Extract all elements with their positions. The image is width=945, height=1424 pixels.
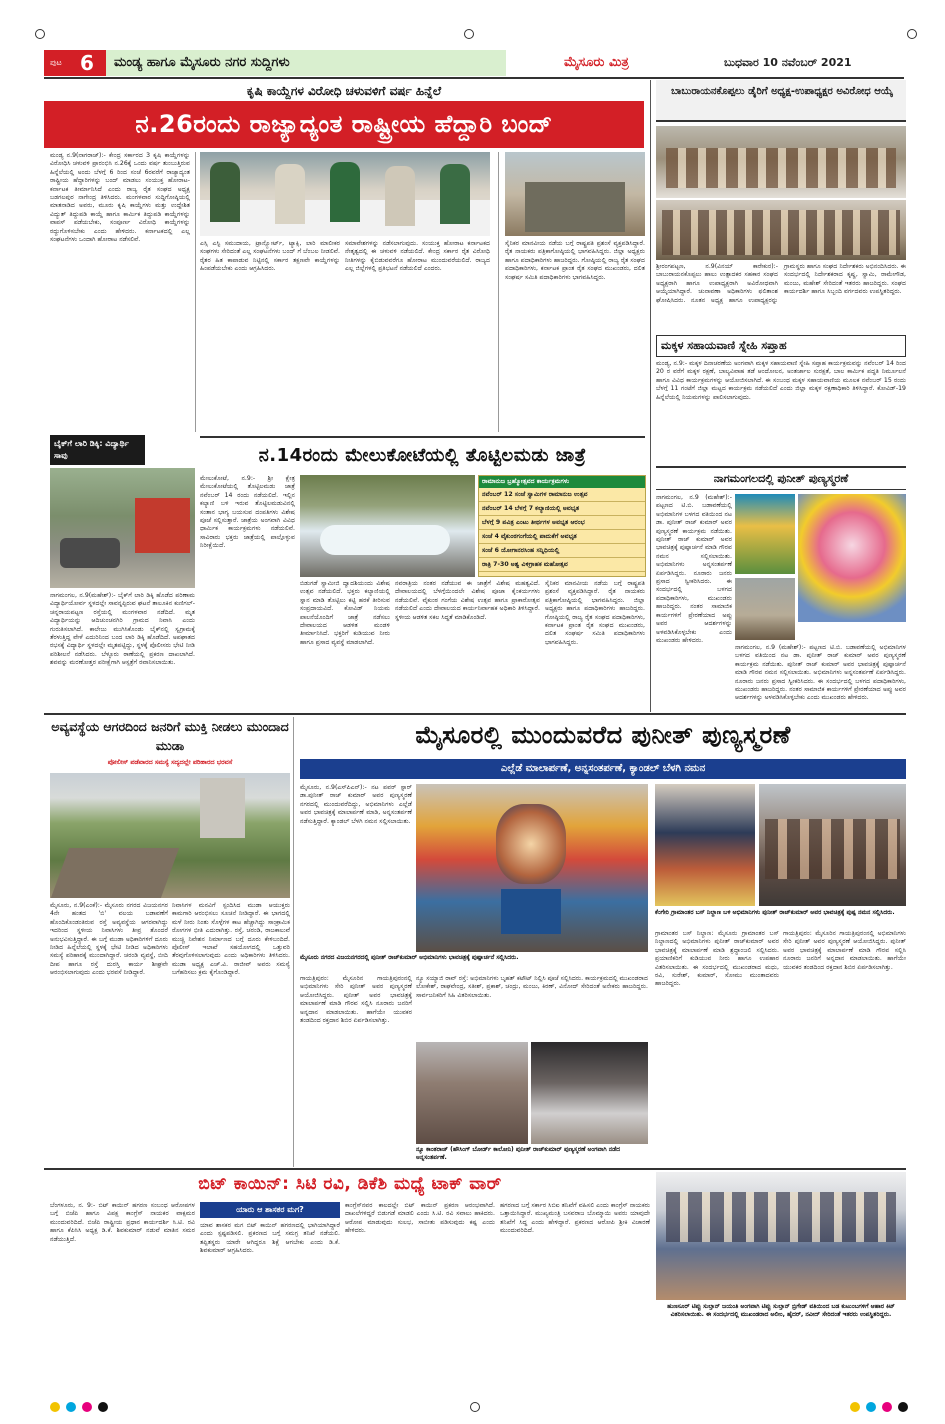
lead-body-3: ಸಮಾವೇಶಗಳನ್ನು ನಡೆಸಲಾಗುವುದು. ಸಂಯುಕ್ತ ಹೋರಾಟ ಕರ್ನಾಟಕದ ನೇತೃತ್ವದಲ್ಲಿ ಈ ಚಳುವಳಿ ನಡೆಯಲಿದೆ. ಕೇಂದ್ರ ಸರ್ಕಾರ ರೈತ ವಿರೋಧಿ ನೀತಿಗಳನ್ನು ಕೈಬಿಡುವವರೆಗೂ ಹೋರಾಟ ಮುಂದುವರೆಯಲಿದೆ. ರಾಜ್ಯದ ಎಲ್ಲ ಜಿಲ್ಲೆಗಳಲ್ಲಿ ಪ್ರತಿಭಟನೆ ನಡೆಯಲಿದೆ ಎಂದರು. — [345, 240, 490, 273]
dairy-members-photo — [656, 200, 906, 260]
schedule-title: ರಾಮಾನುಜ ಬ್ರಹ್ಮೋತ್ಸವದ ಕಾರ್ಯಕ್ರಮಗಳು — [479, 476, 645, 488]
tippu-kit-photo — [656, 1172, 906, 1300]
nagamangala-headline: ನಾಗಮಂಗಲದಲ್ಲಿ ಪುನೀತ್ ಪುಣ್ಯಸ್ಮರಣೆ — [713, 472, 849, 485]
lead-body-4: ಸೈನಿಕರ ಮಾನವೀಯ ನಡೆಯ ಬಗ್ಗೆ ರಾಷ್ಟ್ರಪತಿ ಪ್ರಶಂಸೆ ವ್ಯಕ್ತಪಡಿಸಿದ್ದಾರೆ. ರೈತ ನಾಯಕರು ಪತ್ರಿಕಾಗೋಷ್ಠಿಯಲ್ಲಿ ಭಾಗವಹಿಸಿದ್ದರು. ಜಿಲ್ಲಾ ಅಧ್ಯಕ್ಷರು ಹಾಗೂ ಪದಾಧಿಕಾರಿಗಳು ಹಾಜರಿದ್ದರು. ಗೋಷ್ಠಿಯಲ್ಲಿ ರಾಜ್ಯ ರೈತ ಸಂಘದ ಪದಾಧಿಕಾರಿಗಳು, ಕರ್ನಾಟಕ ಪ್ರಾಂತ ರೈತ ಸಂಘದ ಮುಖಂಡರು, ದಲಿತ ಸಂಘರ್ಷ ಸಮಿತಿ ಪದಾಧಿಕಾರಿಗಳು ಭಾಗವಹಿಸಿದ್ದರು. — [505, 240, 645, 281]
puneeth-caption-1: ಮೈಸೂರು ನಗರದ ವಿಜಯನಗರದಲ್ಲಿ ಪುನೀತ್ ರಾಜ್‌ಕುಮಾರ್ ಅಭಿಮಾನಿಗಳು ಭಾವಚಿತ್ರಕ್ಕೆ ಪುಷ್ಪಾರ್ಚನೆ ಸಲ್ಲಿಸಿದರು. — [300, 954, 519, 961]
annadana-photo-1 — [416, 1042, 528, 1144]
bitcoin-body-2: ಯಾವ ಶಾಸಕರ ಮಗ ಬಿಟ್ ಕಾಯಿನ್ ಹಗರಣದಲ್ಲಿ ಭಾಗಿಯಾಗಿದ್ದಾರೆ ಎಂದು ಸ್ಪಷ್ಟಪಡಿಸಲಿ. ಪ್ರಕರಣದ ಬಗ್ಗೆ ಸಮಗ್ರ ತನಿಖೆ ನಡೆಯಲಿ. ತಪ್ಪಿತಸ್ಥರು ಯಾರೇ ಆಗಿದ್ದರೂ ಶಿಕ್ಷೆ ಆಗಬೇಕು ಎಂದು ಡಿ.ಕೆ. ಶಿವಕುಮಾರ್ ಆಗ್ರಹಿಸಿದರು. — [200, 1222, 340, 1255]
jatre-body-2: ಬಿಡುಗಡೆ ಸ್ವಾಮೀಜಿ ದ್ವಾದಶಿಯಂದು ವಿಶೇಷ ಉತ್ಸವ ನಡೆಯಲಿದೆ. ಭಕ್ತರು ಕಲ್ಯಾಣಿಯಲ್ಲಿ ಸ್ನಾನ ಮಾಡಿ ತೊಟ್ಟಿಲು ಕಟ್ಟಿ ಹರಕೆ ತೀರಿಸುವ ಸಂಪ್ರದಾಯವಿದೆ. ಕೋವಿಡ್ ನಿಯಮ ಪಾಲನೆಯೊಂದಿಗೆ ಜಾತ್ರೆ ನಡೆಸಲು ದೇವಾಲಯದ ಆಡಳಿತ ಮಂಡಳಿ ತೀರ್ಮಾನಿಸಿದೆ. ಭಕ್ತರಿಗೆ ಕುಡಿಯುವ ನೀರು ಹಾಗೂ ಪ್ರಸಾದ ವ್ಯವಸ್ಥೆ ಮಾಡಲಾಗಿದೆ. — [300, 580, 390, 646]
page-number-box — [44, 50, 106, 76]
page-number: 6 — [80, 51, 94, 75]
mysore-puneeth-body-5: ಗಾಯತ್ರಿಪುರಂ: ಮೈಸೂರಿನ ಗಾಯತ್ರಿಪುರಂನಲ್ಲಿ ಅಭಿಮಾನಿಗಳು ಸೇರಿ ಪುನೀತ್ ಅವರ ಪುಣ್ಯಸ್ಮರಣೆ ಆಯೋಜಿಸಿದ್ದರು. ಪುನೀತ್ ಅವರ ಭಾವಚಿತ್ರಕ್ಕೆ ಮಾಲಾರ್ಪಣೆ ಮಾಡಿ ಗೌರವ ಸಲ್ಲಿಸಿ ನೂರಾರು ಜನರಿಗೆ ಅನ್ನದಾನ ಮಾಡಲಾಯಿತು. ಹಾಗೆಯೇ ಯುವಕರ ತಂಡದಿಂದ ರಕ್ತದಾನ ಶಿಬಿರ ಏರ್ಪಡಿಸಲಾಗಿತ್ತು. — [783, 930, 906, 971]
bitcoin-body-1: ಬೆಂಗಳೂರು, ನ. 9:- ಬಿಟ್ ಕಾಯಿನ್ ಹಗರಣ ಸಂಬಂಧ ಆರೋಪಗಳ ಬಗ್ಗೆ ಬಿಜೆಪಿ ಹಾಗೂ ವಿಪಕ್ಷ ಕಾಂಗ್ರೆಸ್ ನಾಯಕರ ವಾಕ್ಸಮರ ಮುಂದುವರಿದಿದೆ. ಬಿಜೆಪಿ ರಾಷ್ಟ್ರೀಯ ಪ್ರಧಾನ ಕಾರ್ಯದರ್ಶಿ ಸಿ.ಟಿ. ರವಿ ಹಾಗೂ ಕೆಪಿಸಿಸಿ ಅಧ್ಯಕ್ಷ ಡಿ.ಕೆ. ಶಿವಕುಮಾರ್ ನಡುವೆ ಮಾತಿನ ಸಮರ ನಡೆಯುತ್ತಿದೆ. — [50, 1202, 195, 1243]
dairy-group-photo — [656, 126, 906, 198]
bike-story-headline: ಬೈಕ್‌ಗೆ ಲಾರಿ ಡಿಕ್ಕಿ: ವಿದ್ಯಾರ್ಥಿ ಸಾವು — [54, 439, 129, 460]
schedule-item: ಸಂಜೆ 6 ಯೋಗಾನರಸಿಂಹ ಸನ್ನಿಧಿಯಲ್ಲಿ — [479, 544, 645, 558]
muda-body-2: ನಿವಾಸಿಗಳ ಮನವಿಗೆ ಸ್ಪಂದಿಸಿದ ಮುಡಾ ಆಯುಕ್ತರು ಕಾಮಗಾರಿ ಆರಂಭಿಸಲು ಸೂಚನೆ ನೀಡಿದ್ದಾರೆ. ಈ ಭಾಗದಲ್ಲಿ ಮಳೆ ನೀರು ನಿಂತು ಸೊಳ್ಳೆಗಳ ಕಾಟ ಹೆಚ್ಚಾಗಿದ್ದು ಸಾಂಕ್ರಾಮಿಕ ರೋಗಗಳ ಭೀತಿ ಎದುರಾಗಿತ್ತು. ರಸ್ತೆ, ಚರಂಡಿ, ರಾಜಕಾಲುವೆ ಮುಚ್ಚಿ ನಿವೇಶನ ನಿರ್ಮಾಣದ ಬಗ್ಗೆ ದೂರು ಕೇಳಿಬಂದಿದೆ. ಪೊಲೀಸ್ ಇಲಾಖೆ ಸಹಯೋಗದಲ್ಲಿ ಒತ್ತುವರಿ ತೆರವುಗೊಳಿಸಲಾಗುವುದು ಎಂದು ಅಧಿಕಾರಿಗಳು ತಿಳಿಸಿದರು. ಮುಡಾ ಅಧ್ಯಕ್ಷ ಎಚ್.ವಿ. ರಾಜೀವ್ ಅವರು ಸಮಸ್ಯೆ ಬಗೆಹರಿಸಲು ಕ್ರಮ ಕೈಗೊಂಡಿದ್ದಾರೆ. — [172, 902, 290, 977]
accident-photo — [50, 468, 195, 588]
bike-story-headline-box — [50, 435, 145, 465]
mysore-puneeth-body-1: ಮೈಸೂರು, ನ.9(ಎಸ್‌ಪಿಎನ್):- ನಟ ಪವರ್ ಸ್ಟಾರ್ ಡಾ.ಪುನೀತ್ ರಾಜ್ ಕುಮಾರ್ ಅವರ ಪುಣ್ಯಸ್ಮರಣೆ ನಗರದಲ್ಲಿ ಮುಂದುವರೆದಿದ್ದು, ಅಭಿಮಾನಿಗಳು ಎಲ್ಲೆಡೆ ಅವರ ಭಾವಚಿತ್ರಕ್ಕೆ ಮಾಲಾರ್ಪಣೆ ಮಾಡಿ, ಅನ್ನಸಂತರ್ಪಣೆ ನಡೆಸುತ್ತಿದ್ದಾರೆ. ಕ್ಯಾಂಡಲ್ ಬೆಳಗಿ ನಮನ ಸಲ್ಲಿಸಲಾಯಿತು. — [300, 784, 412, 825]
children-headline-box — [656, 335, 906, 357]
muda-site-photo — [50, 773, 290, 898]
puneeth-caption-3: ಕೆಂಗೇರಿ ಗ್ರಾಮಾಂತರ ಬಸ್ ನಿಲ್ದಾಣ ಬಳಿ ಅಭಿಮಾನಿಗಳು ಪುನೀತ್ ರಾಜ್‌ಕುಮಾರ್ ಅವರ ಭಾವಚಿತ್ರಕ್ಕೆ ಪುಷ್ಪ ನಮನ ಸಲ್ಲಿಸಿದರು. — [655, 909, 895, 916]
annadana-photo-2 — [531, 1042, 648, 1144]
nagamangala-photo-3 — [735, 578, 795, 640]
bitcoin-body-3: ಕಾಂಗ್ರೆಸ್‌ನವರ ಕಾಲದಲ್ಲೇ ಬಿಟ್ ಕಾಯಿನ್ ಪ್ರಕರಣ ಆರಂಭವಾಗಿದೆ. ದಾಖಲೆಗಳಿದ್ದರೆ ಬಿಡುಗಡೆ ಮಾಡಲಿ ಎಂದು ಸಿ.ಟಿ. ರವಿ ಸವಾಲು ಹಾಕಿದರು. ಆರೋಪ ಮಾಡುವುದು ಸುಲಭ, ಸಾಬೀತು ಪಡಿಸುವುದು ಕಷ್ಟ ಎಂದು ಹೇಳಿದರು. — [345, 1202, 495, 1235]
jatre-body-1: ಮೇಲುಕೋಟೆ, ನ.9:- ಶ್ರೀ ಕ್ಷೇತ್ರ ಮೇಲುಕೋಟೆಯಲ್ಲಿ ತೊಟ್ಟಿಲಮಡು ಜಾತ್ರೆ ನವೆಂಬರ್ 14 ರಂದು ನಡೆಯಲಿದೆ. ಇಲ್ಲಿನ ಕಲ್ಯಾಣಿ ಬಳಿ ಇರುವ ತೊಟ್ಟಿಲಮಡುವಿನಲ್ಲಿ ಸಂತಾನ ಭಾಗ್ಯ ಬಯಸುವ ದಂಪತಿಗಳು ವಿಶೇಷ ಪೂಜೆ ಸಲ್ಲಿಸುತ್ತಾರೆ. ಜಾತ್ರೆಯ ಅಂಗವಾಗಿ ವಿವಿಧ ಧಾರ್ಮಿಕ ಕಾರ್ಯಕ್ರಮಗಳು ನಡೆಯಲಿವೆ. ಸಾವಿರಾರು ಭಕ್ತರು ಜಾತ್ರೆಯಲ್ಲಿ ಪಾಲ್ಗೊಳ್ಳುವ ನಿರೀಕ್ಷೆಯಿದೆ. — [200, 475, 295, 550]
registration-mark — [35, 29, 45, 39]
puneeth-tribute-photo — [416, 784, 648, 952]
lead-body-1: ಮಂಡ್ಯ ನ.9(ನಾಗರಾಜ್):- ಕೇಂದ್ರ ಸರ್ಕಾರದ 3 ಕೃಷಿ ಕಾಯ್ದೆಗಳನ್ನು ವಿರೋಧಿಸಿ ಚಳುವಳಿ ಪ್ರಾರಂಭಿಸಿ ನ.26ಕ್ಕೆ ಒಂದು ವರ್ಷ ತುಂಬುತ್ತಿರುವ ಹಿನ್ನೆಲೆಯಲ್ಲಿ ಅಂದು ಬೆಳಗ್ಗೆ 6 ರಿಂದ ಸಂಜೆ 6ರವರೆಗೆ ರಾಜ್ಯಾದ್ಯಂತ ರಾಷ್ಟ್ರೀಯ ಹೆದ್ದಾರಿಗಳನ್ನು ಬಂದ್ ಮಾಡಲು ಸಂಯುಕ್ತ ಹೋರಾಟ-ಕರ್ನಾಟಕ ತೀರ್ಮಾನಿಸಿದೆ ಎಂದು ರಾಜ್ಯ ರೈತ ಸಂಘದ ಅಧ್ಯಕ್ಷ ಬಡಗಲಪುರ ನಾಗೇಂದ್ರ ತಿಳಿಸಿದರು. ಮಂಗಳವಾರ ಸುದ್ದಿಗೋಷ್ಠಿಯಲ್ಲಿ ಮಾತನಾಡಿದ ಅವರು, ಮೂರು ಕೃಷಿ ಕಾಯ್ದೆಗಳು ಮತ್ತು ಉದ್ದೇಶಿತ ವಿದ್ಯುತ್ ತಿದ್ದುಪಡಿ ಕಾಯ್ದೆ ಹಾಗೂ ಕಾರ್ಮಿಕ ತಿದ್ದುಪಡಿ ಕಾಯ್ದೆಗಳನ್ನು ವಾಪಸ್ ಪಡೆಯಬೇಕು, ಸಂಪೂರ್ಣ ವಿರೋಧಿ ಕಾಯ್ದೆಗಳನ್ನು ರದ್ದುಗೊಳಿಸಬೇಕು ಎಂದು ಹೇಳಿದರು. ಕರ್ನಾಟಕದಲ್ಲಿ ಎಲ್ಲ ಸಂಘಟನೆಗಳು ಒಂದಾಗಿ ಹೋರಾಟ ನಡೆಸಲಿವೆ. — [50, 152, 190, 244]
waterfall-photo — [300, 475, 475, 577]
nagamangala-photo-1 — [735, 494, 795, 574]
masthead — [44, 50, 904, 76]
registration-mark — [907, 29, 917, 39]
schedule-item: ನವೆಂಬರ್ 12 ಸಂಜೆ ಸ್ವಾಮಿಗಳ ರಾಮಾನುಜ ಉತ್ಸವ — [479, 488, 645, 502]
nagamangala-body-2: ನಾಗಮಂಗಲ, ನ.9 (ಮಹೇಶ್):- ಪಟ್ಟಣದ ಟಿ.ಬಿ. ಬಡಾವಣೆಯಲ್ಲಿ ಅಭಿಮಾನಿಗಳ ಬಳಗದ ವತಿಯಿಂದ ನಟ ಡಾ. ಪುನೀತ್ ರಾಜ್ ಕುಮಾರ್ ಅವರ ಪುಣ್ಯಸ್ಮರಣೆ ಕಾರ್ಯಕ್ರಮ ನಡೆಯಿತು. ಪುನೀತ್ ರಾಜ್ ಕುಮಾರ್ ಅವರ ಭಾವಚಿತ್ರಕ್ಕೆ ಪುಷ್ಪಾರ್ಚನೆ ಮಾಡಿ ಗೌರವ ನಮನ ಸಲ್ಲಿಸಲಾಯಿತು. ಅಭಿಮಾನಿಗಳು ಅನ್ನಸಂತರ್ಪಣೆ ಏರ್ಪಡಿಸಿದ್ದರು. ನೂರಾರು ಜನರು ಪ್ರಸಾದ ಸ್ವೀಕರಿಸಿದರು. ಈ ಸಂದರ್ಭದಲ್ಲಿ ಬಳಗದ ಪದಾಧಿಕಾರಿಗಳು, ಮುಖಂಡರು ಹಾಜರಿದ್ದರು. ನಂತರ ಸಾಮಾಜಿಕ ಕಾರ್ಯಗಳಿಗೆ ಪ್ರೇರಣೆಯಾದ ಅಪ್ಪು ಅವರ ಆದರ್ಶಗಳನ್ನು ಅಳವಡಿಸಿಕೊಳ್ಳಬೇಕು ಎಂದು ಮುಖಂಡರು ಹೇಳಿದರು. — [735, 644, 906, 702]
color-bar — [50, 1402, 910, 1414]
puneeth-crowd-photo — [759, 784, 906, 906]
issue-date: ಬುಧವಾರ 10 ನವೆಂಬರ್ 2021 — [724, 56, 852, 69]
schedule-item: ರಾತ್ರಿ 7-30 ಅಶ್ವ ವಿಳಿಗ್ರಾಹಕ ಮಹೋತ್ಸವ — [479, 558, 645, 572]
schedule-item: ನವೆಂಬರ್ 14 ಬೆಳಗ್ಗೆ 7 ಕಲ್ಯಾಣಿಯಲ್ಲಿ ಅವಭೃತ — [479, 502, 645, 516]
jatre-headline: ನ.14ರಂದು ಮೇಲುಕೋಟೆಯಲ್ಲಿ ತೊಟ್ಟಿಲಮಡು ಜಾತ್ರೆ — [200, 436, 645, 472]
muda-body-1: ಮೈಸೂರು, ನ.9(ಎಂಕೆ):- ಮೈಸೂರು ನಗರದ ವಿಜಯನಗರ 4ನೇ ಹಂತದ 'ಬಿ' ವಲಯ ಬಡಾವಣೆಗೆ ಹೊಂದಿಕೊಂಡಂತಿರುವ ರಸ್ತೆ ಅವ್ಯವಸ್ಥೆಯ ಆಗರವಾಗಿದ್ದು ಇದರಿಂದ ಸ್ಥಳೀಯ ನಿವಾಸಿಗಳು ತೀವ್ರ ತೊಂದರೆ ಅನುಭವಿಸುತ್ತಿದ್ದಾರೆ. ಈ ಬಗ್ಗೆ ಮುಡಾ ಅಧಿಕಾರಿಗಳಿಗೆ ದೂರು ನೀಡಿದ ಹಿನ್ನೆಲೆಯಲ್ಲಿ ಸ್ಥಳಕ್ಕೆ ಭೇಟಿ ನೀಡಿದ ಅಧಿಕಾರಿಗಳು ಸಮಸ್ಯೆ ಪರಿಹಾರಕ್ಕೆ ಮುಂದಾಗಿದ್ದಾರೆ. ಚರಂಡಿ ವ್ಯವಸ್ಥೆ, ಬೀದಿ ದೀಪ ಹಾಗೂ ರಸ್ತೆ ದುರಸ್ತಿ ಕಾರ್ಯ ಶೀಘ್ರವೇ ಆರಂಭಿಸಲಾಗುವುದು ಎಂದು ಭರವಸೆ ನೀಡಿದ್ದಾರೆ. — [50, 902, 168, 977]
page-label: ಪುಟ — [50, 58, 62, 67]
mysore-puneeth-body-3: ನ್ಯೂ ಸಯ್ಯಾಜಿ ರಾವ್ ರಸ್ತೆ: ಅಭಿಮಾನಿಗಳು ಬೃಹತ್ ಕಟೌಟ್ ನಿಲ್ಲಿಸಿ ಪೂಜೆ ಸಲ್ಲಿಸಿದರು. ಕಾರ್ಯಕ್ರಮದಲ್ಲಿ ಮುಖಂಡರಾದ ಲೋಕೇಶ್, ರಾಘವೇಂದ್ರ, ಸತೀಶ್, ಪ್ರಕಾಶ್, ಚಂದ್ರು, ಮಂಜು, ಕಿರಣ್, ವಿನೋದ್ ಸೇರಿದಂತೆ ಅನೇಕರು ಹಾಜರಿದ್ದರು. ಸಾರ್ವಜನಿಕರಿಗೆ ಸಿಹಿ ವಿತರಿಸಲಾಯಿತು. — [416, 975, 648, 999]
nagamangala-headline-box — [656, 466, 906, 490]
puneeth-garland-photo — [655, 784, 755, 906]
babu-body: ಶ್ರೀರಂಗಪಟ್ಟಣ, ನ.9(ವಿನಯ್ ಕಾರೇಕುರ):- ಬಾಬುರಾಯನಕೊಪ್ಪಲು ಹಾಲು ಉತ್ಪಾದಕರ ಸಹಕಾರ ಸಂಘದ ಅಧ್ಯಕ್ಷರಾಗಿ ಹಾಗೂ ಉಪಾಧ್ಯಕ್ಷರಾಗಿ ಅವಿರೋಧವಾಗಿ ಆಯ್ಕೆಯಾಗಿದ್ದಾರೆ. ಚುನಾವಣಾ ಅಧಿಕಾರಿಗಳು ಫಲಿತಾಂಶ ಘೋಷಿಸಿದರು. ನೂತನ ಅಧ್ಯಕ್ಷ ಹಾಗೂ ಉಪಾಧ್ಯಕ್ಷರನ್ನು ಗ್ರಾಮಸ್ಥರು ಹಾಗೂ ಸಂಘದ ನಿರ್ದೇಶಕರು ಅಭಿನಂದಿಸಿದರು. ಈ ಸಂದರ್ಭದಲ್ಲಿ ನಿರ್ದೇಶಕರಾದ ಕೃಷ್ಣ, ಸ್ವಾಮಿ, ರಾಮೇಗೌಡ, ಮಂಜು, ಮಹೇಶ್ ಸೇರಿದಂತೆ ಇತರರು ಹಾಜರಿದ್ದರು. ಸಂಘದ ಕಾರ್ಯದರ್ಶಿ ಹಾಗೂ ಸಿಬ್ಬಂದಿ ವರ್ಗದವರು ಉಪಸ್ಥಿತರಿದ್ದರು. — [656, 263, 906, 304]
mysore-puneeth-headline: ಮೈಸೂರಲ್ಲಿ ಮುಂದುವರೆದ ಪುನೀತ್ ಪುಣ್ಯಸ್ಮರಣೆ — [415, 721, 791, 749]
jatre-schedule-box — [478, 475, 646, 577]
mysore-puneeth-body-2: ಗಾಯತ್ರಿಪುರಂ: ಮೈಸೂರಿನ ಗಾಯತ್ರಿಪುರಂನಲ್ಲಿ ಅಭಿಮಾನಿಗಳು ಸೇರಿ ಪುನೀತ್ ಅವರ ಪುಣ್ಯಸ್ಮರಣೆ ಆಯೋಜಿಸಿದ್ದರು. ಪುನೀತ್ ಅವರ ಭಾವಚಿತ್ರಕ್ಕೆ ಮಾಲಾರ್ಪಣೆ ಮಾಡಿ ಗೌರವ ಸಲ್ಲಿಸಿ ನೂರಾರು ಜನರಿಗೆ ಅನ್ನದಾನ ಮಾಡಲಾಯಿತು. ಹಾಗೆಯೇ ಯುವಕರ ತಂಡದಿಂದ ರಕ್ತದಾನ ಶಿಬಿರ ಏರ್ಪಡಿಸಲಾಗಿತ್ತು. — [300, 975, 412, 1025]
section-title: ಮಂಡ್ಯ ಹಾಗೂ ಮೈಸೂರು ನಗರ ಸುದ್ದಿಗಳು — [106, 50, 506, 76]
bike-story-body: ನಾಗಮಂಗಲ, ನ.9(ಮಹೇಶ್):- ಬೈಕ್‌ಗೆ ಲಾರಿ ಡಿಕ್ಕಿ ಹೊಡೆದ ಪರಿಣಾಮ ವಿದ್ಯಾರ್ಥಿಯೋರ್ವ ಸ್ಥಳದಲ್ಲೇ ಸಾವನ್ನಪ್ಪಿರುವ ಘಟನೆ ತಾಲೂಕಿನ ಕುಣಿಗಲ್-ಚನ್ನರಾಯಪಟ್ಟಣ ರಸ್ತೆಯಲ್ಲಿ ಮಂಗಳವಾರ ನಡೆದಿದೆ. ಮೃತ ವಿದ್ಯಾರ್ಥಿಯನ್ನು ಆದಿಚುಂಚನಗಿರಿ ಗ್ರಾಮದ ನಿವಾಸಿ ಎಂದು ಗುರುತಿಸಲಾಗಿದೆ. ಕಾಲೇಜು ಮುಗಿಸಿಕೊಂಡು ಬೈಕ್‌ನಲ್ಲಿ ಸ್ವಗ್ರಾಮಕ್ಕೆ ತೆರಳುತ್ತಿದ್ದ ವೇಳೆ ಎದುರಿನಿಂದ ಬಂದ ಲಾರಿ ಡಿಕ್ಕಿ ಹೊಡೆದಿದೆ. ಅಪಘಾತದ ರಭಸಕ್ಕೆ ವಿದ್ಯಾರ್ಥಿ ಸ್ಥಳದಲ್ಲೇ ಮೃತಪಟ್ಟಿದ್ದು, ಸ್ಥಳಕ್ಕೆ ಪೊಲೀಸರು ಭೇಟಿ ನೀಡಿ ಪರಿಶೀಲನೆ ನಡೆಸಿದರು. ಬೆಳ್ಳೂರು ಠಾಣೆಯಲ್ಲಿ ಪ್ರಕರಣ ದಾಖಲಾಗಿದೆ. ಶವವನ್ನು ಮರಣೋತ್ತರ ಪರೀಕ್ಷೆಗಾಗಿ ಆಸ್ಪತ್ರೆಗೆ ರವಾನಿಸಲಾಯಿತು. — [50, 592, 195, 667]
puneeth-caption-2: ನ್ಯೂ ಕಾಂತರಾಜ್ (ಹೌಸಿಂಗ್ ಬೋರ್ಡ್ ಕಾಲೋನಿ) ಪುನೀತ್ ರಾಜ್‌ಕುಮಾರ್ ಪುಣ್ಯಸ್ಮರಣೆ ಅಂಗವಾಗಿ ನಡೆದ ಅನ್ನಸಂತರ್ಪಣೆ. — [416, 1146, 621, 1161]
lead-body-2: ಎಸ್ಸಿ ಎಸ್ಟಿ ಸಮುದಾಯ, ಟ್ರಾನ್ಸ್ಪೋರ್ಟ್, ಟ್ಯಾಕ್ಸಿ, ಲಾರಿ ಮಾಲೀಕರ ಸಂಘಗಳು ಸೇರಿದಂತೆ ಎಲ್ಲ ಸಂಘಟನೆಗಳು ಬಂದ್ ಗೆ ಬೆಂಬಲ ನೀಡಲಿವೆ. ರೈತರ ಹಿತ ಕಾಪಾಡುವ ನಿಟ್ಟಿನಲ್ಲಿ ಸರ್ಕಾರ ತಕ್ಷಣವೇ ಕಾಯ್ದೆಗಳನ್ನು ಹಿಂಪಡೆಯಬೇಕು ಎಂದು ಆಗ್ರಹಿಸಿದರು. — [200, 240, 340, 273]
lead-kicker: ಕೃಷಿ ಕಾಯ್ದೆಗಳ ವಿರೋಧಿ ಚಳುವಳಿಗೆ ವರ್ಷ ಹಿನ್ನೆಲೆ — [246, 84, 442, 98]
mysore-puneeth-body-4: ಗ್ರಾಮಾಂತರ ಬಸ್ ನಿಲ್ದಾಣ: ಮೈಸೂರು ಗ್ರಾಮಾಂತರ ಬಸ್ ನಿಲ್ದಾಣದಲ್ಲಿ ಅಭಿಮಾನಿಗಳು ಪುನೀತ್ ರಾಜ್‌ಕುಮಾರ್ ಅವರ ಭಾವಚಿತ್ರಕ್ಕೆ ಮಾಲಾರ್ಪಣೆ ಮಾಡಿ ಶ್ರದ್ಧಾಂಜಲಿ ಸಲ್ಲಿಸಿದರು. ಪ್ರಯಾಣಿಕರಿಗೆ ಕುಡಿಯುವ ನೀರು ಹಾಗೂ ಉಪಹಾರ ವಿತರಿಸಲಾಯಿತು. ಈ ಸಂದರ್ಭದಲ್ಲಿ ಮುಖಂಡರಾದ ಮಧು, ರವಿ, ಸುರೇಶ್, ಕುಮಾರ್, ಸೋಮು ಮುಂತಾದವರು ಹಾಜರಿದ್ದರು. — [655, 930, 779, 988]
rally-photo — [505, 152, 645, 236]
paper-name: ಮೈಸೂರು ಮಿತ್ರ — [564, 55, 629, 70]
schedule-list — [479, 488, 645, 572]
press-meet-photo — [200, 152, 490, 236]
jatre-body-3: ನವರಾತ್ರಿಯ ನಂತರ ನಡೆಯುವ ಈ ಜಾತ್ರೆಗೆ ವಿಶೇಷ ಮಹತ್ವವಿದೆ. ದೇವಾಲಯದಲ್ಲಿ ಬೆಳಗ್ಗೆಯಿಂದಲೇ ವಿಶೇಷ ಪೂಜಾ ಕೈಂಕರ್ಯಗಳು ನಡೆಯಲಿವೆ. ವೈಕುಂಠ ಗಂಗೆಯ ವಿಶೇಷ ಉತ್ಸವ ಹಾಗೂ ಪ್ರಾಕಾರೋತ್ಸವ ನಡೆಯಲಿದೆ ಎಂದು ದೇವಾಲಯದ ಕಾರ್ಯನಿರ್ವಾಹಕ ಅಧಿಕಾರಿ ತಿಳಿಸಿದ್ದಾರೆ. ಸ್ಥಳೀಯ ಆಡಳಿತ ಸಕಲ ಸಿದ್ಧತೆ ಮಾಡಿಕೊಂಡಿದೆ. — [395, 580, 540, 621]
bitcoin-headline: ಬಿಟ್ ಕಾಯಿನ್: ಸಿಟಿ ರವಿ, ಡಿಕೆಶಿ ಮಧ್ಯೆ ಟಾಕ್ ವಾರ್ — [198, 1174, 502, 1194]
jatre-body-4: ಸೈನಿಕರ ಮಾನವೀಯ ನಡೆಯ ಬಗ್ಗೆ ರಾಷ್ಟ್ರಪತಿ ಪ್ರಶಂಸೆ ವ್ಯಕ್ತಪಡಿಸಿದ್ದಾರೆ. ರೈತ ನಾಯಕರು ಪತ್ರಿಕಾಗೋಷ್ಠಿಯಲ್ಲಿ ಭಾಗವಹಿಸಿದ್ದರು. ಜಿಲ್ಲಾ ಅಧ್ಯಕ್ಷರು ಹಾಗೂ ಪದಾಧಿಕಾರಿಗಳು ಹಾಜರಿದ್ದರು. ಗೋಷ್ಠಿಯಲ್ಲಿ ರಾಜ್ಯ ರೈತ ಸಂಘದ ಪದಾಧಿಕಾರಿಗಳು, ಕರ್ನಾಟಕ ಪ್ರಾಂತ ರೈತ ಸಂಘದ ಮುಖಂಡರು, ದಲಿತ ಸಂಘರ್ಷ ಸಮಿತಿ ಪದಾಧಿಕಾರಿಗಳು ಭಾಗವಹಿಸಿದ್ದರು. — [545, 580, 645, 646]
bitcoin-box-title: ಯಾರು ಆ ಶಾಸಕರ ಮಗ? — [200, 1202, 340, 1218]
children-body: ಮಂಡ್ಯ, ನ.9:- ಮಕ್ಕಳ ದಿನಾಚರಣೆಯ ಅಂಗವಾಗಿ ಮಕ್ಕಳ ಸಹಾಯವಾಣಿ ಸ್ನೇಹಿ ಸಪ್ತಾಹ ಕಾರ್ಯಕ್ರಮವನ್ನು ನವೆಂಬರ್ 14 ರಿಂದ 20 ರ ವರೆಗೆ ಮಕ್ಕಳ ರಕ್ಷಣೆ, ಬಾಲ್ಯವಿವಾಹ ತಡೆ ಆಂದೋಲನ, ಅಂತರ್ಜಾಲ ಸುರಕ್ಷತೆ, ಬಾಲ ಕಾರ್ಮಿಕ ಪದ್ಧತಿ ನಿರ್ಮೂಲನೆ ಹಾಗೂ ವಿವಿಧ ಕಾರ್ಯಕ್ರಮಗಳನ್ನು ಆಯೋಜಿಸಲಾಗಿದೆ. ಈ ಸಂಬಂಧ ಮಕ್ಕಳ ಸಹಾಯವಾಣಿಯ ಮೂಲಕ ನವೆಂಬರ್ 15 ರಂದು ಬೆಳಗ್ಗೆ 11 ಗಂಟೆಗೆ ಜಿಲ್ಲಾ ಮಟ್ಟದ ಕಾರ್ಯಕ್ರಮ ನಡೆಯಲಿದೆ ಎಂದು ಜಿಲ್ಲಾ ಮಕ್ಕಳ ರಕ್ಷಣಾಧಿಕಾರಿ ತಿಳಿಸಿದ್ದಾರೆ. ಕೋವಿಡ್-19 ಹಿನ್ನೆಲೆಯಲ್ಲಿ ನಿಯಮಗಳನ್ನು ಪಾಲಿಸಲಾಗುವುದು. — [656, 360, 906, 401]
babu-headline-box — [656, 80, 906, 122]
muda-headline: ಅವ್ಯವಸ್ಥೆಯ ಆಗರದಿಂದ ಜನರಿಗೆ ಮುಕ್ತಿ ನೀಡಲು ಮುಂದಾದ ಮುಡಾ — [51, 719, 289, 753]
bitcoin-body-4: ಹಗರಣದ ಬಗ್ಗೆ ಸರ್ಕಾರ ಸಿಬಿಐ ತನಿಖೆಗೆ ವಹಿಸಲಿ ಎಂದು ಕಾಂಗ್ರೆಸ್ ನಾಯಕರು ಒತ್ತಾಯಿಸಿದ್ದಾರೆ. ಮುಖ್ಯಮಂತ್ರಿ ಬಸವರಾಜ ಬೊಮ್ಮಾಯಿ ಅವರು ಯಾವುದೇ ತನಿಖೆಗೆ ಸಿದ್ಧ ಎಂದು ಹೇಳಿದ್ದಾರೆ. ಪ್ರಕರಣದ ಆರೋಪಿ ಶ್ರೀಕಿ ವಿಚಾರಣೆ ಮುಂದುವರಿದಿದೆ. — [500, 1202, 650, 1235]
lead-headline: ನ.26ರಂದು ರಾಜ್ಯಾದ್ಯಂತ ರಾಷ್ಟ್ರೀಯ ಹೆದ್ದಾರಿ ಬಂದ್ — [135, 110, 553, 138]
babu-headline: ಬಾಬುರಾಯನಕೊಪ್ಪಲು ಡೈರಿಗೆ ಅಧ್ಯಕ್ಷ-ಉಪಾಧ್ಯಕ್ಷರ ಅವಿರೋಧ ಆಯ್ಕೆ — [671, 86, 893, 97]
schedule-item: ಸಂಜೆ 4 ವೈಕುಂಠಗಂಗೆಯಲ್ಲಿ ಪಾದುಕೆಗೆ ಅವಭೃತ — [479, 530, 645, 544]
nagamangala-body: ನಾಗಮಂಗಲ, ನ.9 (ಮಹೇಶ್):- ಪಟ್ಟಣದ ಟಿ.ಬಿ. ಬಡಾವಣೆಯಲ್ಲಿ ಅಭಿಮಾನಿಗಳ ಬಳಗದ ವತಿಯಿಂದ ನಟ ಡಾ. ಪುನೀತ್ ರಾಜ್ ಕುಮಾರ್ ಅವರ ಪುಣ್ಯಸ್ಮರಣೆ ಕಾರ್ಯಕ್ರಮ ನಡೆಯಿತು. ಪುನೀತ್ ರಾಜ್ ಕುಮಾರ್ ಅವರ ಭಾವಚಿತ್ರಕ್ಕೆ ಪುಷ್ಪಾರ್ಚನೆ ಮಾಡಿ ಗೌರವ ನಮನ ಸಲ್ಲಿಸಲಾಯಿತು. ಅಭಿಮಾನಿಗಳು ಅನ್ನಸಂತರ್ಪಣೆ ಏರ್ಪಡಿಸಿದ್ದರು. ನೂರಾರು ಜನರು ಪ್ರಸಾದ ಸ್ವೀಕರಿಸಿದರು. ಈ ಸಂದರ್ಭದಲ್ಲಿ ಬಳಗದ ಪದಾಧಿಕಾರಿಗಳು, ಮುಖಂಡರು ಹಾಜರಿದ್ದರು. ನಂತರ ಸಾಮಾಜಿಕ ಕಾರ್ಯಗಳಿಗೆ ಪ್ರೇರಣೆಯಾದ ಅಪ್ಪು ಅವರ ಆದರ್ಶಗಳನ್ನು ಅಳವಡಿಸಿಕೊಳ್ಳಬೇಕು ಎಂದು ಮುಖಂಡರು ಹೇಳಿದರು. — [656, 494, 732, 644]
schedule-item: ಬೆಳಗ್ಗೆ 9 ಪವಿತ್ರ ಎಂಟು ತೀರ್ಥಗಳ ಅವಭೃತ ಆರಂಭ — [479, 516, 645, 530]
children-headline: ಮಕ್ಕಳ ಸಹಾಯವಾಣಿ ಸ್ನೇಹಿ ಸಪ್ತಾಹ — [661, 339, 787, 352]
mysore-puneeth-subhead: ಎಲ್ಲೆಡೆ ಮಾಲಾರ್ಪಣೆ, ಅನ್ನಸಂತರ್ಪಣೆ, ಕ್ಯಾಂಡಲ್ ಬೆಳಗಿ ನಮನ — [300, 759, 906, 779]
registration-mark — [464, 29, 474, 39]
lead-headline-box — [44, 101, 644, 148]
tippu-caption: ಹುಣಸೂರ್ ಟಿಪ್ಪು ಸುಲ್ತಾನ್ ಜಯಂತಿ ಅಂಗವಾಗಿ ಟಿಪ್ಪು ಸುಲ್ತಾನ್ ಬ್ರಿಗೇಡ್ ವತಿಯಿಂದ ಬಡ ಕುಟುಂಬಗಳಿಗೆ ಆಹಾರ ಕಿಟ್ ವಿತರಿಸಲಾಯಿತು. ಈ ಸಂದರ್ಭದಲ್ಲಿ ಮುಖಂಡರಾದ ಅಲೀಂ, ಹೈದರ್, ನವೀದ್ ಸೇರಿದಂತೆ ಇತರರು ಉಪಸ್ಥಿತರಿದ್ದರು. — [667, 1303, 895, 1318]
nagamangala-photo-2 — [798, 494, 906, 622]
muda-subhead: ಪೋಲೀಸ್ ಪಡೆವಾರದ ಸಮಸ್ಯೆ ಸದ್ಯದಲ್ಲೇ ಪರಿಹಾರದ ಭರವಸೆ — [107, 758, 233, 766]
